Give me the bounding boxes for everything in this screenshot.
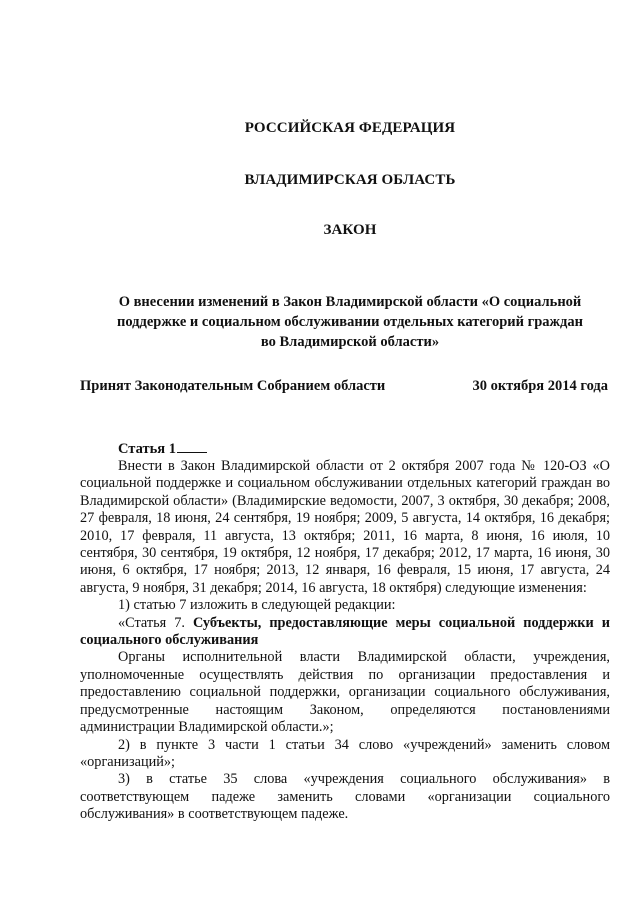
article-1-heading-text: Статья 1 [118,441,176,457]
item-1-intro: 1) статью 7 изложить в следующей редакции: [118,597,396,614]
item-1-quote-body: Органы исполнительной власти Владимирской области, учреждения, уполномоченные осуществлять действия по организации предоставления и предоставлению социальной поддержки, организации социального обслуживания, предусмотренные настоящим Законом, определяются постановлениями администрации Владимирской области.»; [80,649,610,736]
handwritten-underline [177,440,207,453]
law-title [90,292,610,352]
item-3: 3) в статье 35 слова «учреждения социального обслуживания» в соответствующем падеже заменить словами «организации социального обслуживания» в соответствующем падеже. [80,771,610,823]
adoption-row [80,378,608,395]
law-title-line-1: О внесении изменений в Закон Владимирской области «О социальной [118,294,582,310]
law-title-line-2: поддержке и социальном обслуживании отдельных категорий граждан [117,314,583,330]
item-2: 2) в пункте 3 части 1 статьи 34 слово «учреждений» заменить словом «организаций»; [80,736,610,770]
article-1-heading [118,440,207,458]
doc-type-heading: ЗАКОН [323,222,377,238]
country-heading: РОССИЙСКАЯ ФЕДЕРАЦИЯ [244,120,456,136]
adoption-label: Принят Законодательным Собранием области [80,378,386,394]
article-1-intro: Внести в Закон Владимирской области от 2 октября 2007 года № 120-ОЗ «О социальной поддержке и социальном обслуживании отдельных категорий граждан во Владимирской области» (Владимирские ведомости, 2007, 3 октября, 30 декабря; 2008, 27 февраля, 18 июня, 24 сентября, 19 ноября; 2009, 5 августа, 14 октября, 16 декабря; 2010, 17 февраля, 11 августа, 13 октября; 2011, 16 марта, 8 июня, 16 июля, 10 сентября, 30 сентября, 19 октября, 12 ноября, 17 декабря; 2012, 17 марта, 16 июня, 30 июня, 6 октября, 17 ноября; 2013, 12 января, 16 февраля, 15 июня, 17 августа, 24 августа, 9 ноября, 31 декабря; 2014, 16 августа, 18 октября) следующие изменения: [80,458,610,596]
adoption-date: 30 октября 2014 года [472,378,608,394]
region-heading: ВЛАДИМИРСКАЯ ОБЛАСТЬ [244,172,456,188]
item-1-quote-heading [80,615,610,650]
article-1-body [80,458,610,824]
item-1-quote-heading-text: Субъекты, предоставляющие меры социальной поддержки и социального обслуживания [80,614,611,649]
item-1-quote-prefix: «Статья 7. [118,614,193,631]
law-title-line-3: во Владимирской области» [260,334,440,350]
